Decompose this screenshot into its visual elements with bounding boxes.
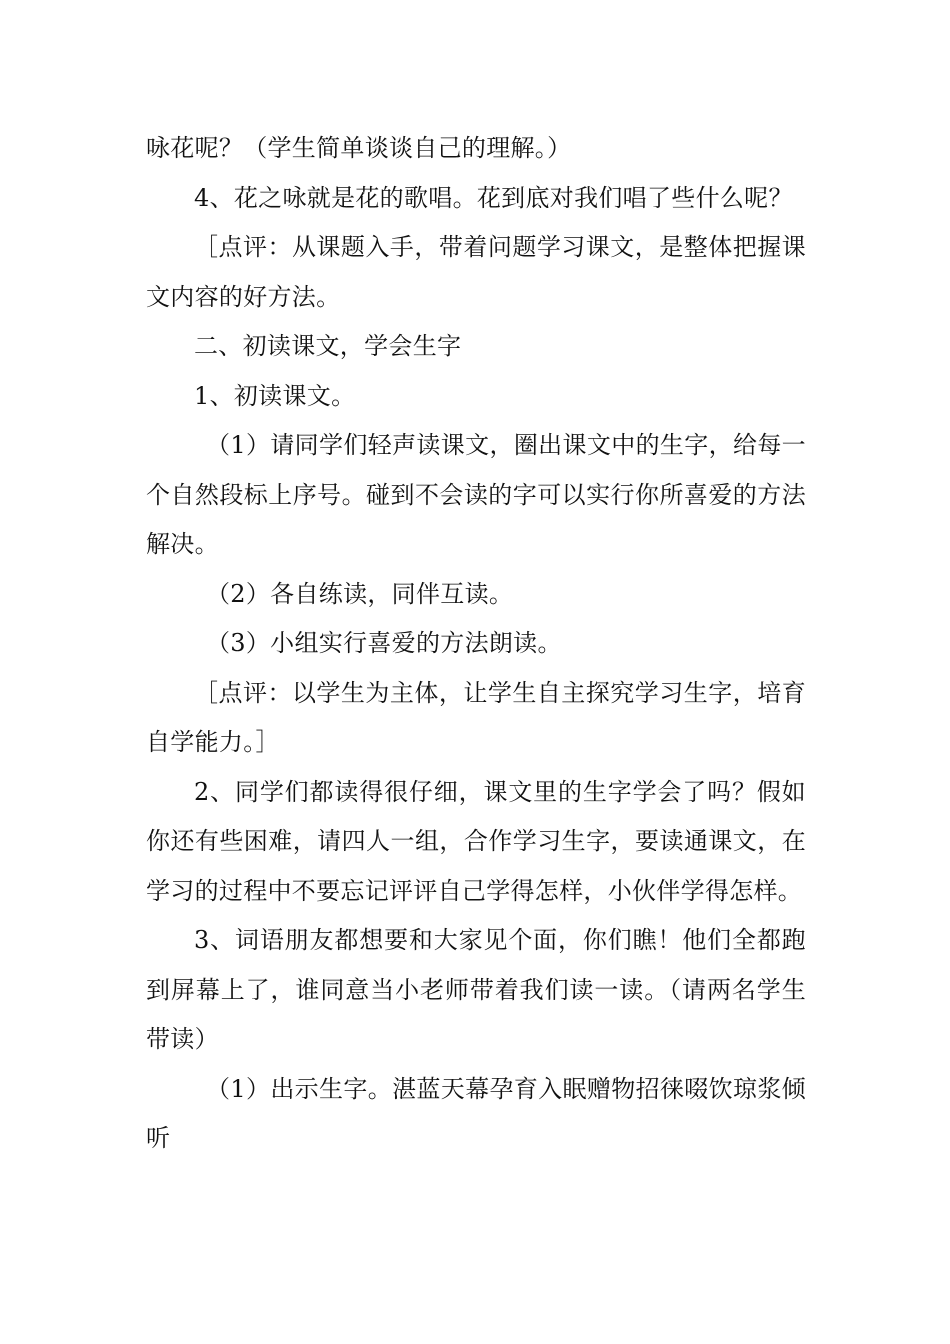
paragraph-new-characters: （1）出示生字。湛蓝天幕孕育入眠赠物招徕啜饮琼浆倾听 [146,1074,806,1152]
document-body [146,124,806,1164]
paragraph-question-4: 4、花之咏就是花的歌唱。花到底对我们唱了些什么呢？ [194,183,793,212]
paragraph-comment-1: ［点评：从课题入手，带着问题学习课文，是整体把握课文内容的好方法。 [146,233,806,311]
paragraph-step-3: 3、词语朋友都想要和大家见个面，你们瞧！他们全都跑到屏幕上了，谁同意当小老师带着我们读一读。（请两名学生带读） [146,926,806,1053]
paragraph-step-1: 1、初读课文。 [194,381,356,410]
paragraph-comment-2: ［点评：以学生为主体，让学生自主探究学习生字，培育自学能力。］ [146,678,806,756]
paragraph-substep-1: （1）请同学们轻声读课文，圈出课文中的生字，给每一个自然段标上序号。碰到不会读的字可以实行你所喜爱的方法解决。 [146,431,806,558]
paragraph-continuation: 咏花呢？（学生简单谈谈自己的理解。） [146,134,572,162]
paragraph-step-2: 2、同学们都读得很仔细，课文里的生字学会了吗？假如你还有些困难，请四人一组，合作学习生字，要读通课文，在学习的过程中不要忘记评评自己学得怎样，小伙伴学得怎样。 [146,777,806,905]
section-heading-2: 二、初读课文，学会生字 [194,332,462,360]
paragraph-substep-2: （2）各自练读，同伴互读。 [206,579,514,608]
paragraph-substep-3: （3）小组实行喜爱的方法朗读。 [206,629,562,657]
